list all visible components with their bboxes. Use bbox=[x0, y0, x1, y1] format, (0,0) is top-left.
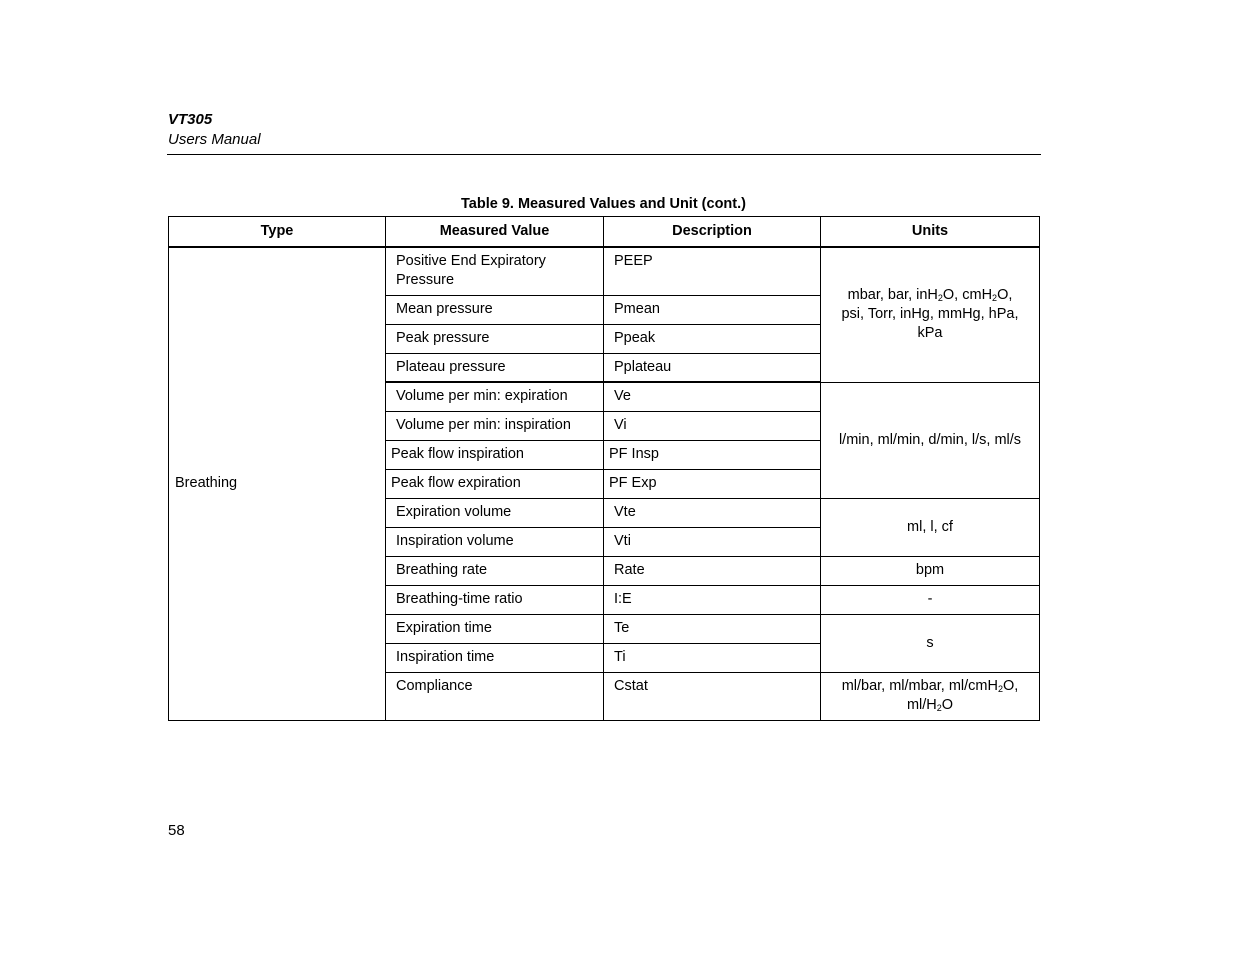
units-cell-time: s bbox=[821, 614, 1040, 672]
description-cell: Vte bbox=[604, 498, 821, 527]
description-cell: PF Exp bbox=[604, 469, 821, 498]
description-cell: Ppeak bbox=[604, 324, 821, 353]
measured-value-cell: Breathing-time ratio bbox=[386, 585, 604, 614]
measured-value-cell: Peak flow expiration bbox=[386, 469, 604, 498]
units-text: ml/H bbox=[906, 696, 937, 713]
description-cell: Te bbox=[604, 614, 821, 643]
units-cell-ratio: - bbox=[821, 585, 1040, 614]
measured-value-cell: Peak pressure bbox=[386, 324, 604, 353]
units-text: O, bbox=[997, 287, 1013, 304]
description-cell: PEEP bbox=[604, 247, 821, 295]
table-caption: Table 9. Measured Values and Unit (cont.) bbox=[461, 196, 746, 212]
column-header-description: Description bbox=[604, 217, 821, 248]
description-cell: Rate bbox=[604, 556, 821, 585]
subscript: 2 bbox=[936, 702, 942, 713]
description-cell: Pmean bbox=[604, 295, 821, 324]
units-cell-rate: bpm bbox=[821, 556, 1040, 585]
units-text: O bbox=[941, 696, 954, 713]
table-row bbox=[169, 247, 1040, 295]
units-cell-volume: ml, l, cf bbox=[821, 498, 1040, 556]
description-cell: Ve bbox=[604, 382, 821, 411]
subscript: 2 bbox=[992, 293, 998, 304]
description-cell: PF Insp bbox=[604, 440, 821, 469]
units-text: O, cmH bbox=[942, 287, 993, 304]
subscript: 2 bbox=[937, 293, 943, 304]
description-cell: Ti bbox=[604, 643, 821, 672]
description-cell: Vti bbox=[604, 527, 821, 556]
description-cell: Cstat bbox=[604, 672, 821, 720]
doc-subtitle: Users Manual bbox=[168, 131, 261, 148]
measured-value-cell: Peak flow inspiration bbox=[386, 440, 604, 469]
measured-value-cell: Breathing rate bbox=[386, 556, 604, 585]
description-cell: Pplateau bbox=[604, 353, 821, 382]
units-cell-pressure bbox=[821, 247, 1040, 382]
page-number: 58 bbox=[168, 822, 185, 839]
measured-value-cell: Plateau pressure bbox=[386, 353, 604, 382]
column-header-measured-value: Measured Value bbox=[386, 217, 604, 248]
measured-value-cell: Inspiration time bbox=[386, 643, 604, 672]
measured-value-cell: Expiration time bbox=[386, 614, 604, 643]
measured-value-cell: Positive End Expiratory Pressure bbox=[386, 247, 604, 295]
doc-title: VT305 bbox=[168, 111, 213, 128]
measured-value-cell: Inspiration volume bbox=[386, 527, 604, 556]
units-cell-flow: l/min, ml/min, d/min, l/s, ml/s bbox=[821, 382, 1040, 498]
type-cell: Breathing bbox=[169, 247, 386, 720]
units-cell-compliance bbox=[821, 672, 1040, 720]
units-text: psi, Torr, inHg, mmHg, hPa, bbox=[841, 306, 1019, 323]
table-header-row bbox=[169, 217, 1040, 248]
measured-value-cell: Volume per min: expiration bbox=[386, 382, 604, 411]
measured-value-cell: Mean pressure bbox=[386, 295, 604, 324]
units-text: O, bbox=[1003, 677, 1019, 694]
column-header-units: Units bbox=[821, 217, 1040, 248]
measured-value-cell: Compliance bbox=[386, 672, 604, 720]
measured-values-table bbox=[168, 216, 1040, 721]
subscript: 2 bbox=[997, 683, 1003, 694]
page-header bbox=[167, 111, 1041, 155]
units-text: ml/bar, ml/mbar, ml/cmH bbox=[841, 677, 998, 694]
units-text: kPa bbox=[917, 325, 943, 342]
measured-value-cell: Expiration volume bbox=[386, 498, 604, 527]
description-cell: I:E bbox=[604, 585, 821, 614]
column-header-type: Type bbox=[169, 217, 386, 248]
units-text: mbar, bar, inH bbox=[847, 287, 938, 304]
description-cell: Vi bbox=[604, 411, 821, 440]
measured-value-cell: Volume per min: inspiration bbox=[386, 411, 604, 440]
